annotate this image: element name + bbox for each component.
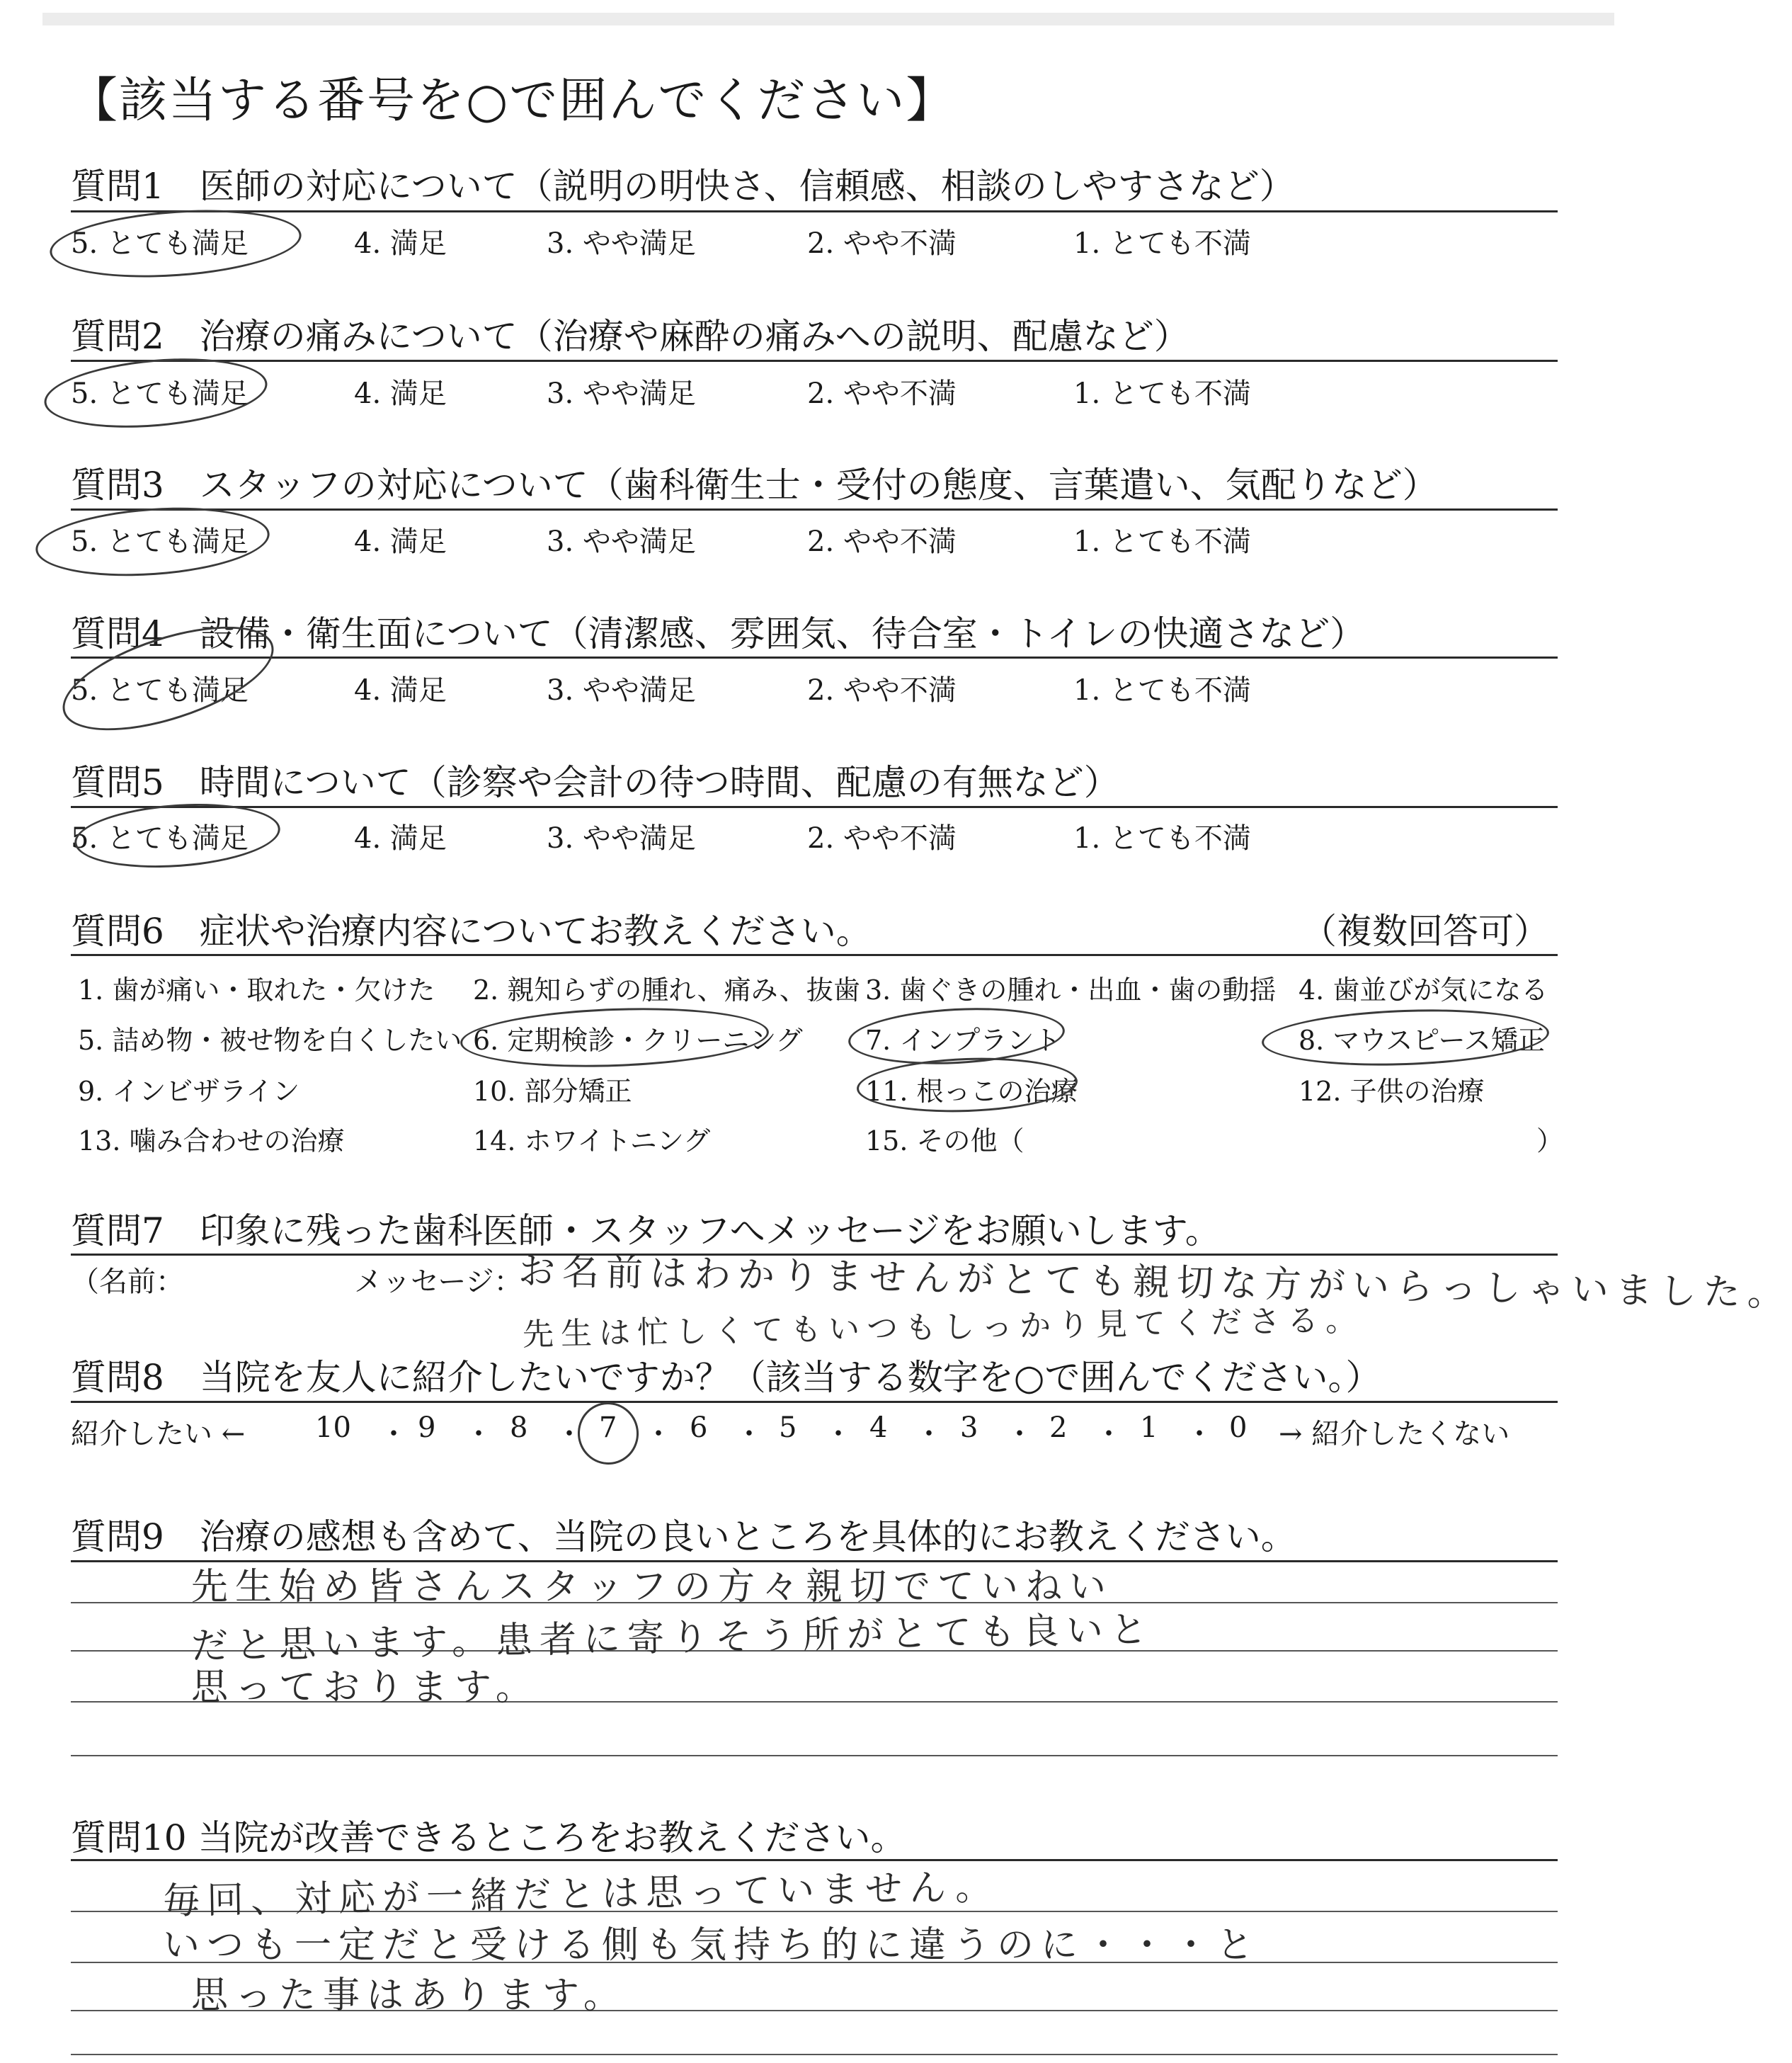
question-6-rule: [71, 954, 1558, 956]
question-2: 質問2 治療の痛みについて（治療や麻酔の痛みへの説明、配慮など）: [71, 316, 1189, 357]
q3-selection-circle: [33, 501, 272, 584]
q9-answer-line-1: 先生始め皆さんスタッフの方々親切でていねい: [191, 1566, 1114, 1608]
q2-option-3[interactable]: 3. やや満足: [547, 377, 696, 410]
q8-scale-7[interactable]: 7: [599, 1411, 617, 1444]
q6-option-11[interactable]: 11. 根っこの治療: [865, 1076, 1078, 1107]
q3-option-3[interactable]: 3. やや満足: [547, 525, 696, 558]
question-7: 質問7 印象に残った歯科医師・スタッフへメッセージをお願いします。: [71, 1210, 1221, 1251]
question-6-note: （複数回答可）: [1301, 911, 1549, 952]
question-5: 質問5 時間について（診察や会計の待つ時間、配慮の有無など）: [71, 762, 1119, 803]
q8-scale-2[interactable]: 2: [1049, 1411, 1068, 1444]
q6-option-6[interactable]: 6. 定期検診・クリーニング: [473, 1025, 803, 1056]
q8-selection-circle: [573, 1398, 642, 1468]
q7-name-label: （名前：: [71, 1266, 184, 1298]
q2-selection-circle: [42, 350, 270, 436]
q8-scale-10[interactable]: 10: [315, 1411, 351, 1444]
q10-answer-line-1: 毎回、対応が一緒だとは思っていません。: [162, 1865, 1000, 1923]
question-6: 質問6 症状や治療内容についてお教えください。: [71, 911, 872, 952]
q6-option-14[interactable]: 14. ホワイトニング: [473, 1125, 711, 1156]
q8-scale-1[interactable]: 1: [1140, 1411, 1158, 1444]
q10-answer-line-2: いつも一定だと受ける側も気持ち的に違うのに・・・と: [163, 1924, 1261, 1967]
question-9: 質問9 治療の感想も含めて、当院の良いところを具体的にお教えください。: [71, 1516, 1296, 1557]
q7-message-line-1: お名前はわかりませんがとても親切な方がいらっしゃいました。: [518, 1250, 1792, 1315]
q8-left-label: 紹介したい ←: [71, 1418, 246, 1450]
question-4: 質問4 設備・衛生面について（清潔感、雰囲気、待合室・トイレの快適さなど）: [71, 613, 1366, 654]
q6-option-10[interactable]: 10. 部分矯正: [473, 1076, 632, 1107]
q5-option-2[interactable]: 2. やや不満: [807, 822, 957, 855]
q3-option-1[interactable]: 1. とても不満: [1073, 525, 1251, 558]
q5-selection-circle: [72, 797, 282, 874]
q5-option-1[interactable]: 1. とても不満: [1073, 822, 1251, 855]
q4-option-5[interactable]: 5. とても満足: [71, 674, 249, 707]
question-1-rule: [71, 210, 1558, 212]
q3-option-5[interactable]: 5. とても満足: [71, 525, 249, 558]
q1-selection-circle: [47, 203, 304, 285]
question-8-rule: [71, 1401, 1558, 1403]
q6-option-12[interactable]: 12. 子供の治療: [1299, 1076, 1485, 1107]
q5-option-4[interactable]: 4. 満足: [354, 822, 447, 855]
q4-option-1[interactable]: 1. とても不満: [1073, 674, 1251, 707]
q6-option-8[interactable]: 8. マウスピース矯正: [1299, 1025, 1545, 1056]
q1-option-2[interactable]: 2. やや不満: [807, 227, 957, 260]
q6-option-5[interactable]: 5. 詰め物・被せ物を白くしたい: [78, 1025, 462, 1056]
q10-answer-line-3: 思った事はあります。: [191, 1974, 627, 2017]
q1-option-3[interactable]: 3. やや満足: [547, 227, 696, 260]
q7-message-line-2: 先生は忙しくてもいつもしっかり見てくださる。: [522, 1302, 1364, 1353]
q8-scale-3[interactable]: 3: [960, 1411, 978, 1444]
q1-option-1[interactable]: 1. とても不満: [1073, 227, 1251, 260]
q6-selection-circle-8: [1261, 1005, 1550, 1070]
scan-top-edge: [42, 13, 1614, 25]
q6-option-3[interactable]: 3. 歯ぐきの腫れ・出血・歯の動揺: [865, 974, 1277, 1006]
page-title: 【該当する番号を○で囲んでください】: [69, 73, 956, 129]
q6-option-4[interactable]: 4. 歯並びが気になる: [1299, 974, 1548, 1006]
q8-scale-8[interactable]: 8: [510, 1411, 528, 1444]
question-10: 質問10 当院が改善できるところをお教えください。: [71, 1817, 906, 1858]
q9-answer-line-2: だと思います。患者に寄りそう所がとても良いと: [190, 1608, 1155, 1668]
q2-option-2[interactable]: 2. やや不満: [807, 377, 957, 410]
question-1: 質問1 医師の対応について（説明の明快さ、信頼感、相談のしやすさなど）: [71, 166, 1295, 207]
q7-message-label: メッセージ：: [354, 1266, 523, 1298]
q6-option-15-close: ）: [1536, 1125, 1564, 1156]
question-3-rule: [71, 508, 1558, 511]
q8-scale-4[interactable]: 4: [869, 1411, 888, 1444]
q3-option-2[interactable]: 2. やや不満: [807, 525, 957, 558]
q5-option-5[interactable]: 5. とても満足: [71, 822, 249, 855]
q6-option-2[interactable]: 2. 親知らずの腫れ、痛み、抜歯: [473, 974, 860, 1006]
q2-option-1[interactable]: 1. とても不満: [1073, 377, 1251, 410]
q8-scale-5[interactable]: 5: [779, 1411, 797, 1444]
q1-option-5[interactable]: 5. とても満足: [71, 227, 249, 260]
q1-option-4[interactable]: 4. 満足: [354, 227, 447, 260]
q6-option-15[interactable]: 15. その他（: [865, 1125, 1025, 1156]
question-5-rule: [71, 806, 1558, 808]
q8-scale-0[interactable]: 0: [1229, 1411, 1248, 1444]
q8-scale-9[interactable]: 9: [418, 1411, 436, 1444]
q6-option-1[interactable]: 1. 歯が痛い・取れた・欠けた: [78, 974, 435, 1006]
q6-option-9[interactable]: 9. インビザライン: [78, 1076, 300, 1107]
question-4-rule: [71, 657, 1558, 659]
q6-selection-circle-6: [460, 1003, 770, 1072]
q4-option-4[interactable]: 4. 満足: [354, 674, 447, 707]
q2-option-5[interactable]: 5. とても満足: [71, 377, 249, 410]
q8-right-label: → 紹介したくない: [1279, 1418, 1510, 1450]
q6-option-13[interactable]: 13. 噛み合わせの治療: [78, 1125, 345, 1156]
q6-option-7[interactable]: 7. インプラント: [865, 1025, 1061, 1056]
question-8: 質問8 当院を友人に紹介したいですか？（該当する数字を○で囲んでください。）: [71, 1357, 1381, 1398]
q3-option-4[interactable]: 4. 満足: [354, 525, 447, 558]
q4-option-3[interactable]: 3. やや満足: [547, 674, 696, 707]
question-3: 質問3 スタッフの対応について（歯科衛生士・受付の態度、言葉遣い、気配りなど）: [71, 465, 1438, 506]
q2-option-4[interactable]: 4. 満足: [354, 377, 447, 410]
q4-option-2[interactable]: 2. やや不満: [807, 674, 957, 707]
question-2-rule: [71, 360, 1558, 362]
q8-scale-6[interactable]: 6: [690, 1411, 708, 1444]
q5-option-3[interactable]: 3. やや満足: [547, 822, 696, 855]
q9-answer-line-3: 思っております。: [191, 1666, 540, 1709]
